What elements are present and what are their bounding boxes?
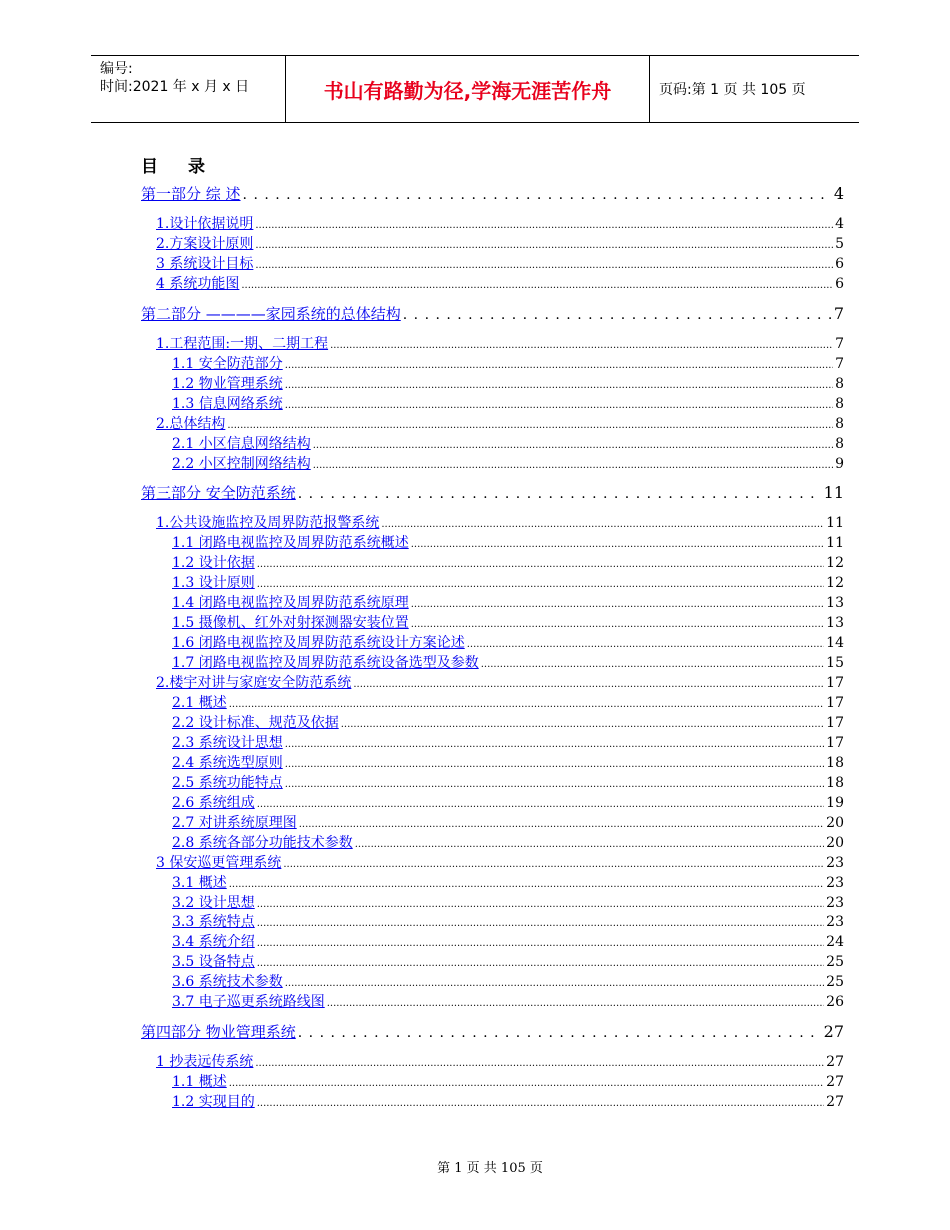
- toc-page-number: 15: [826, 655, 844, 672]
- toc-entry-link[interactable]: 2.总体结构: [156, 415, 226, 432]
- toc-page-number: 11: [826, 515, 844, 532]
- toc-title: 目录: [141, 157, 235, 177]
- toc-leader-dots: [227, 416, 833, 432]
- toc-page-number: 5: [835, 235, 844, 252]
- toc-entry-link[interactable]: 2.楼宇对讲与家庭安全防范系统: [156, 675, 352, 692]
- toc-entry-link[interactable]: 1.6 闭路电视监控及周界防范系统设计方案论述: [172, 635, 465, 652]
- toc-leader-dots: [285, 775, 824, 791]
- toc-page-number: 8: [835, 375, 844, 392]
- toc-entry-link[interactable]: 2.5 系统功能特点: [172, 774, 283, 791]
- toc-entry-link[interactable]: 1 抄表远传系统: [156, 1054, 254, 1071]
- toc-entry[interactable]: [172, 552, 844, 572]
- serial-label: 编号:: [100, 61, 133, 77]
- toc-entry-link[interactable]: 第一部分 综 述: [141, 185, 241, 203]
- toc-entry[interactable]: [172, 812, 844, 832]
- toc-entry-link[interactable]: 1.2 设计依据: [172, 555, 255, 572]
- toc-entry-link[interactable]: 2.方案设计原则: [156, 235, 254, 252]
- toc-page-number: 27: [826, 1054, 844, 1071]
- toc-page-number: 12: [826, 555, 844, 572]
- toc-entry[interactable]: [172, 772, 844, 792]
- toc-leader-dots: [355, 835, 824, 851]
- toc-entry[interactable]: [172, 1071, 844, 1091]
- toc-leader-dots: [298, 483, 822, 502]
- toc-entry-link[interactable]: 3.6 系统技术参数: [172, 974, 283, 991]
- toc-leader-dots: [411, 615, 824, 631]
- toc-page-number: 19: [826, 794, 844, 811]
- toc-entry[interactable]: [172, 971, 844, 991]
- toc-entry[interactable]: [156, 213, 844, 233]
- toc-entry[interactable]: [172, 712, 844, 732]
- toc-entry[interactable]: [172, 911, 844, 931]
- toc-leader-dots: [285, 356, 833, 372]
- toc-page-number: 17: [826, 675, 844, 692]
- toc-page-number: 18: [826, 774, 844, 791]
- page-footer: 第 1 页 共 105 页: [437, 1161, 543, 1176]
- toc-entry-link[interactable]: 3.7 电子巡更系统路线图: [172, 994, 325, 1011]
- toc-entry[interactable]: [172, 872, 844, 892]
- toc-entry[interactable]: [172, 393, 844, 413]
- toc-entry-link[interactable]: 2.7 对讲系统原理图: [172, 814, 297, 831]
- toc-entry-link[interactable]: 1.1 闭路电视监控及周界防范系统概述: [172, 535, 409, 552]
- toc-page-number: 18: [826, 754, 844, 771]
- toc-leader-dots: [403, 304, 832, 323]
- toc-page-number: 20: [826, 814, 844, 831]
- toc-entry-link[interactable]: 3.1 概述: [172, 874, 227, 891]
- toc-entry-link[interactable]: 3.4 系统介绍: [172, 934, 255, 951]
- toc-page-number: 8: [835, 435, 844, 452]
- toc-page-number: 4: [833, 184, 844, 203]
- toc-entry[interactable]: [172, 792, 844, 812]
- page-header: [91, 55, 859, 123]
- toc-page-number: 17: [826, 734, 844, 751]
- toc-page-number: 11: [823, 483, 844, 503]
- toc-leader-dots: [330, 336, 833, 352]
- header-motto: 书山有路勤为径,学海无涯苦作舟: [286, 56, 650, 122]
- toc-page-number: 12: [826, 575, 844, 592]
- toc-entry[interactable]: [172, 951, 844, 971]
- toc-entry-link[interactable]: 1.1 概述: [172, 1074, 227, 1091]
- toc-page-number: 4: [835, 216, 844, 232]
- header-page-label: 页码:第 1 页 共 105 页: [659, 82, 806, 98]
- toc-entry[interactable]: [172, 832, 844, 852]
- toc-entry-link[interactable]: 1.公共设施监控及周界防范报警系统: [156, 515, 380, 532]
- toc-entry[interactable]: [141, 482, 844, 504]
- toc-page-number: 7: [833, 303, 844, 323]
- toc-entry[interactable]: [172, 572, 844, 592]
- toc-entry[interactable]: [172, 732, 844, 752]
- toc-entry-link[interactable]: 2.6 系统组成: [172, 794, 255, 811]
- toc-entry[interactable]: [172, 373, 844, 393]
- toc-entry-link[interactable]: 1.4 闭路电视监控及周界防范系统原理: [172, 595, 409, 612]
- toc-leader-dots: [241, 276, 833, 292]
- toc-page-number: 6: [835, 275, 844, 292]
- toc-page-number: 17: [826, 714, 844, 731]
- toc-page-number: 14: [826, 635, 844, 652]
- toc-entry[interactable]: [156, 273, 844, 293]
- toc-entry-link[interactable]: 1.3 信息网络系统: [172, 395, 283, 412]
- toc-entry[interactable]: [141, 1021, 844, 1043]
- toc-leader-dots: [341, 715, 824, 731]
- toc-entry[interactable]: [172, 752, 844, 772]
- toc-leader-dots: [467, 635, 824, 651]
- toc-page-number: 26: [826, 994, 844, 1011]
- toc-leader-dots: [257, 575, 824, 591]
- toc-entry[interactable]: [172, 1091, 844, 1111]
- toc-entry[interactable]: [172, 453, 844, 473]
- toc-leader-dots: [257, 954, 824, 970]
- toc-entry[interactable]: [172, 632, 844, 652]
- toc-entry-link[interactable]: 1.3 设计原则: [172, 575, 255, 592]
- toc-leader-dots: [411, 595, 824, 611]
- toc-entry-link[interactable]: 2.1 小区信息网络结构: [172, 435, 311, 452]
- toc-entry-link[interactable]: 1.7 闭路电视监控及周界防范系统设备选型及参数: [172, 655, 479, 672]
- toc-entry[interactable]: [156, 672, 844, 692]
- toc-leader-dots: [257, 934, 824, 950]
- toc-entry-link[interactable]: 2.2 设计标准、规范及依据: [172, 714, 339, 731]
- toc-entry-link[interactable]: 第三部分 安全防范系统: [141, 484, 296, 503]
- toc-entry[interactable]: [156, 512, 844, 532]
- toc-leader-dots: [243, 184, 832, 203]
- toc-page-number: 8: [835, 395, 844, 412]
- toc-entry[interactable]: [156, 413, 844, 433]
- toc-leader-dots: [285, 755, 824, 771]
- toc-leader-dots: [255, 256, 833, 272]
- toc-entry[interactable]: [156, 1051, 844, 1071]
- toc-leader-dots: [298, 1022, 822, 1041]
- toc-leader-dots: [411, 535, 824, 551]
- toc-page-number: 6: [835, 255, 844, 272]
- toc-leader-dots: [283, 855, 824, 871]
- toc-page-number: 24: [826, 934, 844, 951]
- toc-entry[interactable]: [172, 692, 844, 712]
- toc-page-number: 7: [835, 335, 844, 352]
- toc-page-number: 23: [826, 874, 844, 891]
- toc-entry[interactable]: [172, 592, 844, 612]
- toc-entry-link[interactable]: 1.5 摄像机、红外对射探测器安装位置: [172, 615, 409, 632]
- toc-entry[interactable]: [156, 253, 844, 273]
- toc-entry-link[interactable]: 2.4 系统选型原则: [172, 754, 283, 771]
- toc-entry[interactable]: [172, 433, 844, 453]
- toc-entry-link[interactable]: 3.5 设备特点: [172, 954, 255, 971]
- toc-entry-link[interactable]: 2.8 系统各部分功能技术参数: [172, 834, 353, 851]
- toc-page-number: 13: [826, 615, 844, 632]
- toc-leader-dots: [285, 376, 833, 392]
- time-label: 时间:2021 年 x 月 x 日: [100, 79, 250, 95]
- toc-entry-link[interactable]: 1.2 物业管理系统: [172, 375, 283, 392]
- toc-leader-dots: [285, 974, 824, 990]
- toc-page-number: 27: [826, 1094, 844, 1111]
- toc-entry[interactable]: [156, 333, 844, 353]
- toc-page-number: 23: [826, 914, 844, 931]
- toc-leader-dots: [299, 815, 824, 831]
- toc-page-number: 8: [835, 415, 844, 432]
- toc-entry-link[interactable]: 1.设计依据说明: [156, 216, 254, 232]
- toc-page-number: 27: [826, 1074, 844, 1091]
- toc-entry-link[interactable]: 1.工程范围:一期、二期工程: [156, 335, 329, 352]
- toc-entry-link[interactable]: 2.1 概述: [172, 695, 227, 711]
- toc-leader-dots: [229, 1074, 824, 1090]
- toc-leader-dots: [313, 436, 833, 452]
- toc-page-number: 11: [826, 535, 844, 552]
- toc-leader-dots: [313, 456, 833, 472]
- toc-leader-dots: [257, 1094, 824, 1110]
- toc-entry[interactable]: [172, 991, 844, 1011]
- toc-page-number: 9: [835, 455, 844, 472]
- toc-entry[interactable]: [172, 353, 844, 373]
- toc-entry-link[interactable]: 1.2 实现目的: [172, 1094, 255, 1111]
- toc-entry[interactable]: [172, 931, 844, 951]
- toc-leader-dots: [229, 875, 824, 891]
- toc-entry-link[interactable]: 3.2 设计思想: [172, 894, 255, 911]
- toc-page-number: 23: [826, 894, 844, 911]
- toc-leader-dots: [327, 994, 824, 1010]
- toc-leader-dots: [255, 236, 833, 252]
- toc-entry-link[interactable]: 第二部分 ————家园系统的总体结构: [141, 304, 401, 323]
- toc-entry-link[interactable]: 2.3 系统设计思想: [172, 734, 283, 751]
- toc-entry-link[interactable]: 2.2 小区控制网络结构: [172, 455, 311, 472]
- toc-entry-link[interactable]: 4 系统功能图: [156, 275, 240, 292]
- toc-leader-dots: [257, 914, 824, 930]
- toc-leader-dots: [353, 675, 824, 691]
- toc-page-number: 17: [826, 695, 844, 711]
- toc-leader-dots: [257, 555, 824, 571]
- toc-leader-dots: [285, 735, 824, 751]
- toc-entry-link[interactable]: 3 保安巡更管理系统: [156, 854, 282, 871]
- toc-leader-dots: [255, 1054, 824, 1070]
- toc-entry[interactable]: [141, 303, 844, 325]
- toc-entry-link[interactable]: 1.1 安全防范部分: [172, 355, 283, 372]
- toc-entry[interactable]: [172, 652, 844, 672]
- toc-page-number: 20: [826, 834, 844, 851]
- toc-entry-link[interactable]: 3 系统设计目标: [156, 255, 254, 272]
- header-meta: [91, 56, 286, 122]
- toc-entry[interactable]: [172, 612, 844, 632]
- toc-page-number: 23: [826, 854, 844, 871]
- toc-page-number: 25: [826, 974, 844, 991]
- toc-leader-dots: [257, 795, 824, 811]
- toc-entry[interactable]: [156, 852, 844, 872]
- toc-page-number: 25: [826, 954, 844, 971]
- toc-page-number: 13: [826, 595, 844, 612]
- toc-entry-link[interactable]: 3.3 系统特点: [172, 914, 255, 931]
- toc-entry-link[interactable]: 第四部分 物业管理系统: [141, 1023, 296, 1042]
- toc-leader-dots: [381, 515, 824, 531]
- toc-page-number: 7: [835, 355, 844, 372]
- toc-entry[interactable]: [172, 892, 844, 912]
- toc-leader-dots: [229, 695, 824, 711]
- toc-page-number: 27: [823, 1022, 844, 1042]
- toc-leader-dots: [255, 216, 833, 232]
- toc-entry[interactable]: [172, 532, 844, 552]
- toc-leader-dots: [257, 895, 824, 911]
- toc-entry[interactable]: [141, 183, 844, 205]
- toc-leader-dots: [481, 655, 824, 671]
- toc-leader-dots: [285, 396, 833, 412]
- toc-entry[interactable]: [156, 233, 844, 253]
